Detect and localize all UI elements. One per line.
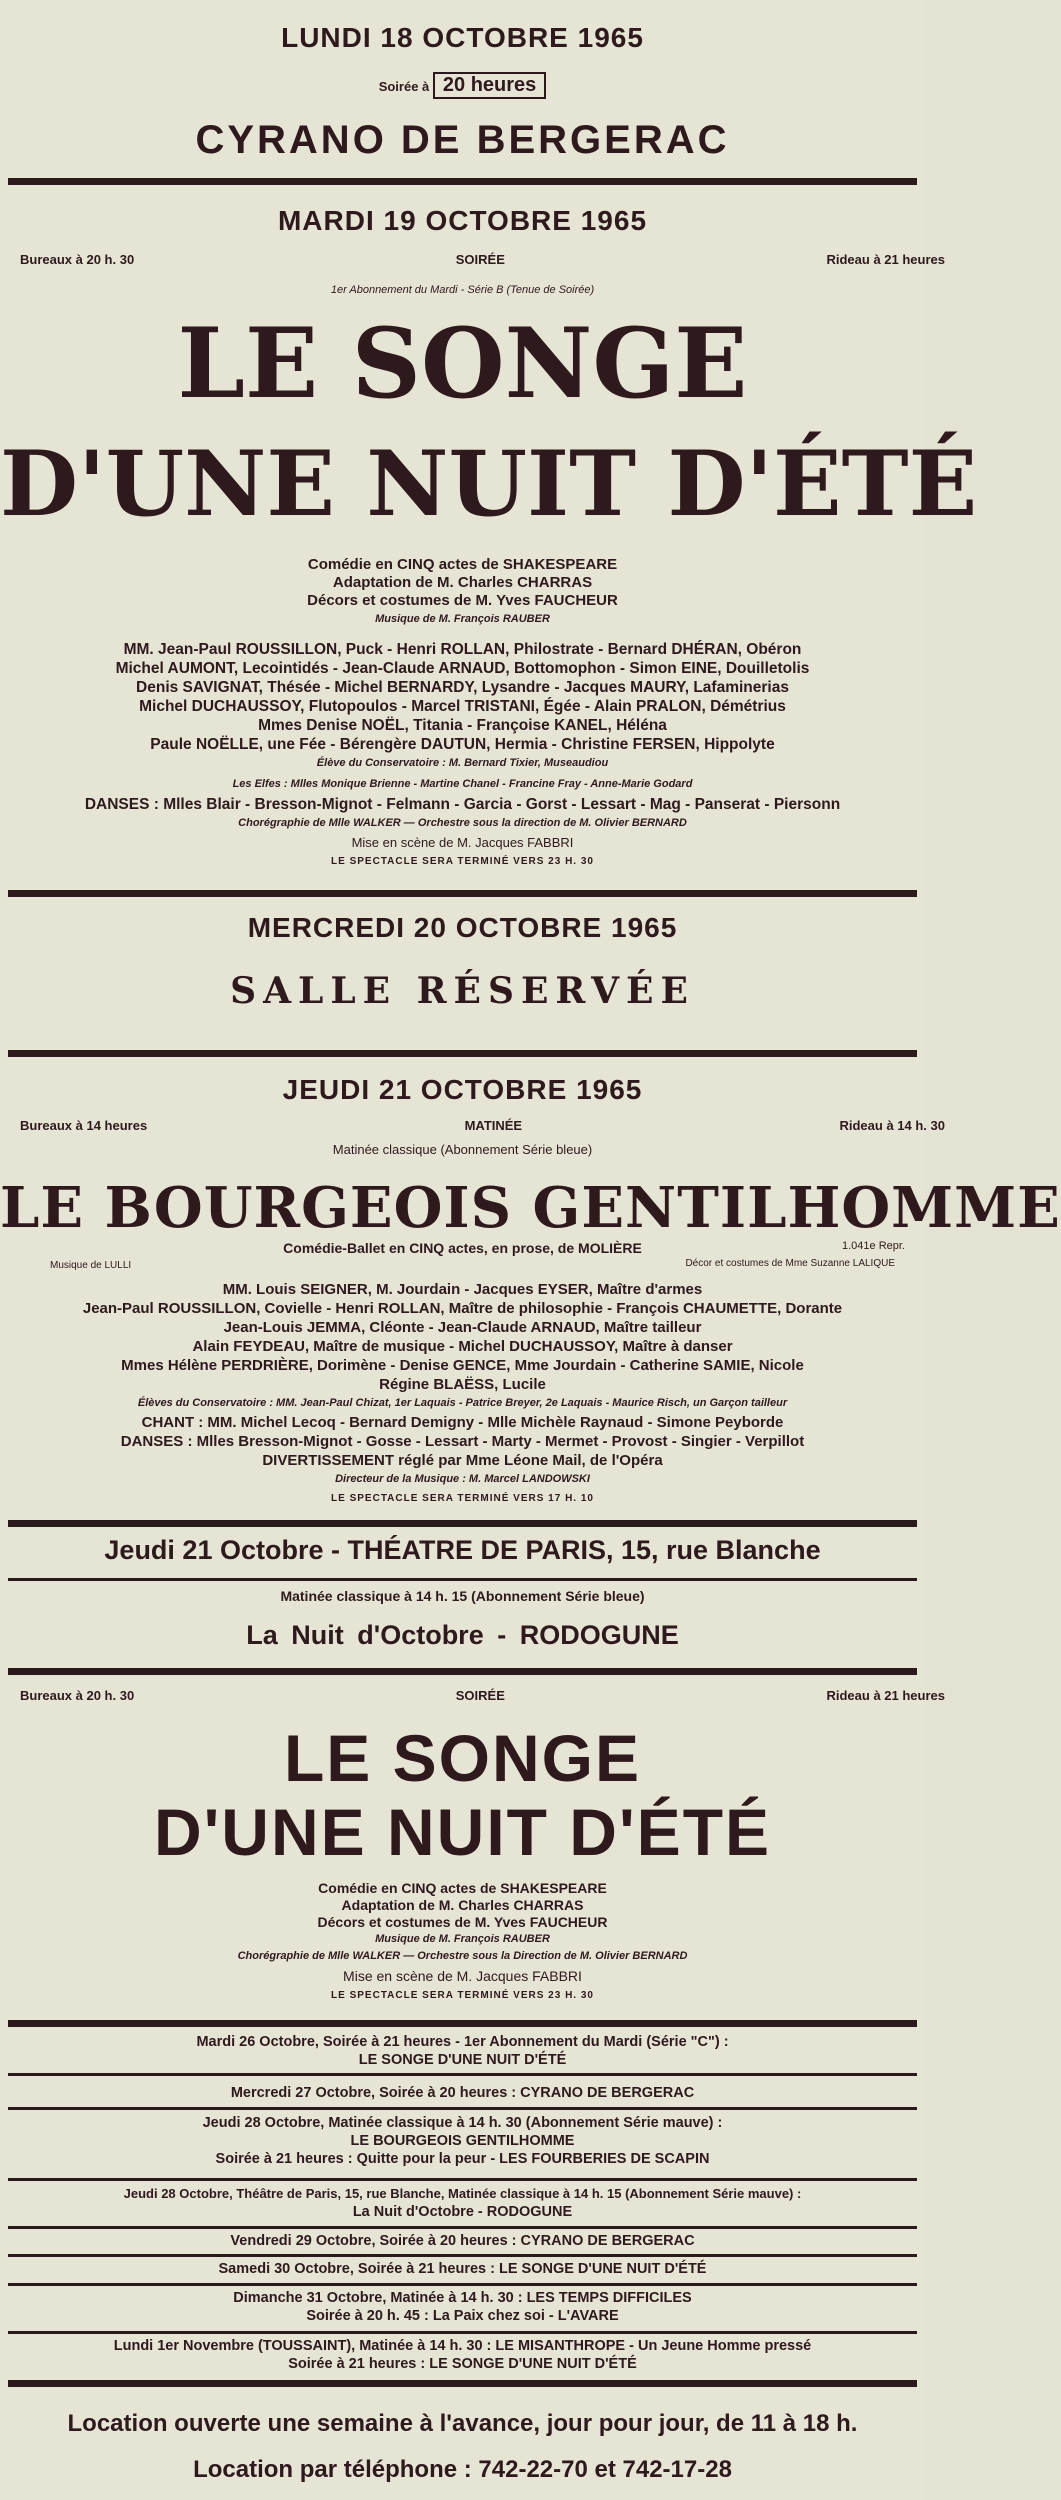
tuesday-bureaux: Bureaux à 20 h. 30 [20, 252, 135, 267]
cast-line: DIVERTISSEMENT réglé par Mme Léone Mail, de l'Opéra [262, 1452, 663, 1469]
credit-line: Chorégraphie de Mlle WALKER — Orchestre sous la Direction de M. Olivier BERNARD [237, 1950, 688, 1962]
evening2-bureaux: Bureaux à 20 h. 30 [20, 1688, 135, 1703]
monday-play: CYRANO DE BERGERAC [195, 118, 730, 162]
theatre-paris-plays: La Nuit d'Octobre - RODOGUNE [246, 1620, 679, 1650]
cast-line: Denis SAVIGNAT, Thésée - Michel BERNARDY, Lysandre - Jacques MAURY, Lafaminerias [136, 679, 789, 696]
credit-line: Décors et costumes de M. Yves FAUCHEUR [307, 592, 618, 609]
credit-line: LE SPECTACLE SERA TERMINÉ VERS 23 H. 30 [331, 1990, 594, 2001]
divider [8, 2020, 917, 2027]
tuesday-cast [0, 640, 925, 871]
thursday-date: JEUDI 21 OCTOBRE 1965 [282, 1074, 643, 1105]
footer-location: Location ouverte une semaine à l'avance, jour pour jour, de 11 à 18 h. [67, 2410, 858, 2437]
schedule-entry [0, 2084, 925, 2102]
credit-line: Mise en scène de M. Jacques FABBRI [343, 1968, 582, 1984]
cast-line: CHANT : MM. Michel Lecoq - Bernard Demigny - Mlle Michèle Raynaud - Simone Peyborde [141, 1414, 784, 1431]
schedule-line: Jeudi 28 Octobre, Matinée classique à 14 h. 30 (Abonnement Série mauve) : [202, 2115, 723, 2131]
credit-line: Adaptation de M. Charles CHARRAS [341, 1897, 584, 1913]
thursday-rideau: Rideau à 14 h. 30 [839, 1118, 945, 1133]
schedule-line: LE SONGE D'UNE NUIT D'ÉTÉ [358, 2052, 567, 2068]
schedule-entry [0, 2185, 925, 2221]
schedule-line: Mardi 26 Octobre, Soirée à 21 heures - 1er Abonnement du Mardi (Série "C") : [196, 2034, 729, 2050]
divider [8, 1520, 917, 1527]
monday-soiree-prefix: Soirée à [378, 79, 430, 94]
cast-line: LE SPECTACLE SERA TERMINÉ VERS 17 H. 10 [331, 1493, 594, 1504]
evening2-title-line2: D'UNE NUIT D'ÉTÉ [153, 1795, 772, 1869]
credit-line: Musique de M. François RAUBER [375, 613, 550, 625]
theatre-paris-matinee: Matinée classique à 14 h. 15 (Abonnement Série bleue) [280, 1588, 645, 1604]
wednesday-salle: SALLE RÉSERVÉE [230, 970, 695, 1012]
credit-line: Adaptation de M. Charles CHARRAS [332, 574, 593, 591]
cast-line: DANSES : Mlles Blair - Bresson-Mignot - Felmann - Garcia - Gorst - Lessart - Mag - Panserat - Piersonn [84, 796, 841, 813]
divider [8, 1668, 917, 1675]
thursday-decor: Décor et costumes de Mme Suzanne LALIQUE [685, 1258, 895, 1269]
tuesday-credits [0, 556, 925, 628]
thursday-repr: 1.041e Repr. [842, 1240, 905, 1252]
evening2-title-line1: LE SONGE [283, 1721, 642, 1795]
wednesday-date: MERCREDI 20 OCTOBRE 1965 [247, 912, 678, 943]
thursday-times [0, 1118, 965, 1133]
cast-line: Élèves du Conservatoire : MM. Jean-Paul Chizat, 1er Laquais - Patrice Breyer, 2e Laquais - Maurice Risch, un Garçon tailleur [137, 1397, 788, 1409]
cast-line: DANSES : Mlles Bresson-Mignot - Gosse - Lessart - Marty - Mermet - Provost - Singier - Verpillot [120, 1433, 805, 1450]
evening2-credits [0, 1880, 925, 2004]
schedule-line: La Nuit d'Octobre - RODOGUNE [352, 2204, 573, 2220]
tuesday-rideau: Rideau à 21 heures [826, 252, 945, 267]
cast-line: MM. Louis SEIGNER, M. Jourdain - Jacques EYSER, Maître d'armes [222, 1281, 703, 1298]
schedule-entry [0, 2260, 925, 2278]
thursday-abonnement: Matinée classique (Abonnement Série bleue) [332, 1142, 593, 1157]
schedule-entry [0, 2232, 925, 2250]
thursday-cast [0, 1280, 925, 1508]
schedule-line: Samedi 30 Octobre, Soirée à 21 heures : LE SONGE D'UNE NUIT D'ÉTÉ [218, 2261, 707, 2277]
tuesday-title-line2: D'UNE NUIT D'ÉTÉ [0, 431, 978, 537]
cast-line: Alain FEYDEAU, Maître de musique - Michel DUCHAUSSOY, Maître à danser [192, 1338, 733, 1355]
footer-telephone: Location par téléphone : 742-22-70 et 742-17-28 [193, 2456, 732, 2483]
tuesday-date: MARDI 19 OCTOBRE 1965 [277, 205, 648, 236]
schedule-line: Soirée à 21 heures : LE SONGE D'UNE NUIT D'ÉTÉ [288, 2356, 637, 2372]
schedule-line: Lundi 1er Novembre (TOUSSAINT), Matinée à 14 h. 30 : LE MISANTHROPE - Un Jeune Homme pressé [113, 2338, 812, 2354]
cast-line: Michel DUCHAUSSOY, Flutopoulos - Marcel TRISTANI, Égée - Alain PRALON, Démétrius [139, 698, 786, 715]
divider [8, 2107, 917, 2110]
schedule-line: Dimanche 31 Octobre, Matinée à 14 h. 30 : LES TEMPS DIFFICILES [233, 2290, 692, 2306]
divider [8, 178, 917, 185]
cast-line: LE SPECTACLE SERA TERMINÉ VERS 23 H. 30 [331, 856, 594, 867]
schedule-line: Soirée à 20 h. 45 : La Paix chez soi - L'AVARE [306, 2308, 619, 2324]
tuesday-title-line1: LE SONGE [177, 307, 748, 420]
divider [8, 2283, 917, 2286]
schedule-entry [0, 2114, 925, 2168]
tuesday-abonnement: 1er Abonnement du Mardi - Série B (Tenue de Soirée) [330, 284, 595, 296]
schedule-line: Vendredi 29 Octobre, Soirée à 20 heures : CYRANO DE BERGERAC [230, 2233, 695, 2249]
evening2-times [0, 1688, 965, 1703]
thursday-credits: Comédie-Ballet en CINQ actes, en prose, de MOLIÈRE [283, 1240, 642, 1256]
tuesday-times [0, 252, 965, 267]
divider [8, 2178, 917, 2181]
schedule-line: Jeudi 28 Octobre, Théâtre de Paris, 15, rue Blanche, Matinée classique à 14 h. 15 (Abonnement Série mauve) : [123, 2186, 802, 2201]
monday-soiree [0, 72, 925, 99]
monday-date: LUNDI 18 OCTOBRE 1965 [281, 22, 644, 53]
thursday-title: LE BOURGEOIS GENTILHOMME [0, 1175, 1061, 1241]
cast-line: Jean-Paul ROUSSILLON, Covielle - Henri ROLLAN, Maître de philosophie - François CHAUMETTE, Dorante [82, 1300, 843, 1317]
monday-soiree-time: 20 heures [433, 72, 546, 99]
cast-line: Michel AUMONT, Lecointidés - Jean-Claude ARNAUD, Bottomophon - Simon EINE, Douilletolis [115, 660, 810, 677]
cast-line: Mmes Hélène PERDRIÈRE, Dorimène - Denise GENCE, Mme Jourdain - Catherine SAMIE, Nicole [121, 1357, 804, 1374]
cast-line: Mmes Denise NOËL, Titania - Françoise KANEL, Héléna [258, 717, 667, 734]
cast-line: Régine BLAËSS, Lucile [379, 1376, 546, 1393]
credit-line: Comédie en CINQ actes de SHAKESPEARE [307, 556, 618, 573]
credit-line: Musique de M. François RAUBER [375, 1933, 550, 1945]
evening2-soiree: SOIRÉE [455, 1688, 505, 1703]
divider [8, 2254, 917, 2257]
divider [8, 890, 917, 897]
cast-line: MM. Jean-Paul ROUSSILLON, Puck - Henri ROLLAN, Philostrate - Bernard DHÉRAN, Obéron [123, 641, 802, 658]
schedule-entry [0, 2289, 925, 2325]
divider [8, 2073, 917, 2076]
divider [8, 2226, 917, 2229]
schedule-entry [0, 2337, 925, 2373]
thursday-musique: Musique de LULLI [50, 1260, 132, 1271]
divider [8, 2380, 917, 2387]
thursday-matinee: MATINÉE [464, 1118, 523, 1133]
schedule-entry [0, 2033, 925, 2069]
thursday-bureaux: Bureaux à 14 heures [20, 1118, 148, 1133]
schedule-line: Mercredi 27 Octobre, Soirée à 20 heures : CYRANO DE BERGERAC [230, 2085, 695, 2101]
divider [8, 2331, 917, 2334]
cast-line: Chorégraphie de Mlle WALKER — Orchestre sous la direction de M. Olivier BERNARD [238, 817, 687, 829]
divider [8, 1578, 917, 1581]
cast-line: Élève du Conservatoire : M. Bernard Tixier, Museaudiou [316, 757, 609, 769]
schedule-line: LE BOURGEOIS GENTILHOMME [350, 2133, 575, 2149]
cast-line: Mise en scène de M. Jacques FABBRI [351, 835, 574, 850]
divider [8, 1050, 917, 1057]
cast-line: Paule NOËLLE, une Fée - Bérengère DAUTUN, Hermia - Christine FERSEN, Hippolyte [150, 736, 775, 753]
schedule-line: Soirée à 21 heures : Quitte pour la peur - LES FOURBERIES DE SCAPIN [215, 2151, 710, 2167]
tuesday-soiree: SOIRÉE [455, 252, 505, 267]
credit-line: Comédie en CINQ actes de SHAKESPEARE [318, 1880, 607, 1896]
credit-line: Décors et costumes de M. Yves FAUCHEUR [317, 1914, 608, 1930]
theatre-paris-header: Jeudi 21 Octobre - THÉATRE DE PARIS, 15, rue Blanche [104, 1535, 821, 1565]
cast-line: Jean-Louis JEMMA, Cléonte - Jean-Claude ARNAUD, Maître tailleur [223, 1319, 702, 1336]
cast-line: Directeur de la Musique : M. Marcel LANDOWSKI [335, 1473, 590, 1485]
cast-line: Les Elfes : Mlles Monique Brienne - Martine Chanel - Francine Fray - Anne-Marie Godard [232, 778, 693, 790]
evening2-rideau: Rideau à 21 heures [826, 1688, 945, 1703]
